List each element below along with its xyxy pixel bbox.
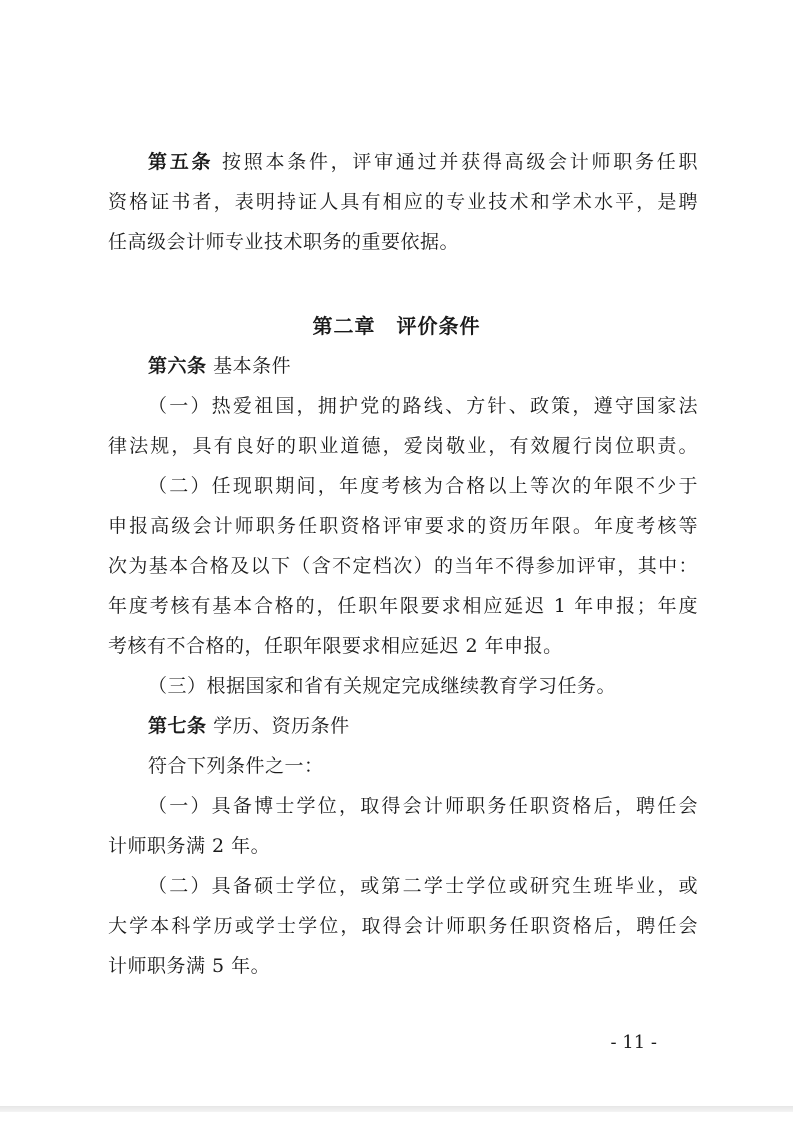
article-6-item-1-line-2: 律法规，具有良好的职业道德，爱岗敬业，有效履行岗位职责。 [108,435,698,457]
article-7-title: 第七条 [148,715,207,737]
article-6-item-2-line-4: 年度考核有基本合格的，任职年限要求相应延迟 1 年申报；年度 [108,595,698,617]
article-6 [108,346,698,706]
article-5 [108,142,698,262]
article-7-intro: 符合下列条件之一： [148,755,324,777]
article-6-heading-line [108,346,698,386]
article-7-item-2-line-3: 计师职务满 5 年。 [108,955,271,977]
article-5-line-3: 任高级会计师专业技术职务的重要依据。 [108,231,460,253]
article-6-item-1-line-1: （一）热爱祖国，拥护党的路线、方针、政策，遵守国家法 [148,395,698,417]
article-7-item-2-line-2: 大学本科学历或学士学位，取得会计师职务任职资格后，聘任会 [108,915,698,937]
article-7-item-1-line-2: 计师职务满 2 年。 [108,835,271,857]
article-7-item-1-line-1: （一）具备博士学位，取得会计师职务任职资格后，聘任会 [148,795,698,817]
article-6-item-2-line-2: 申报高级会计师职务任职资格评审要求的资历年限。年度考核等 [108,515,698,537]
article-7-item-2-line-1: （二）具备硕士学位，或第二学士学位或研究生班毕业，或 [148,875,698,897]
article-6-heading: 基本条件 [213,355,292,377]
article-7-heading: 学历、资历条件 [213,715,350,737]
chapter-2-heading: 第二章 评价条件 [312,314,481,338]
article-5-line-2: 资格证书者，表明持证人具有相应的专业技术和学术水平，是聘 [108,191,698,213]
article-6-title: 第六条 [148,355,207,377]
article-7 [108,706,698,986]
page-bottom-edge [0,1106,793,1112]
page-number: - 11 - [610,1032,657,1053]
article-7-heading-line [108,706,698,746]
article-5-title: 第五条 [148,151,214,173]
article-6-item-2-line-3: 次为基本合格及以下（含不定档次）的当年不得参加评审，其中： [108,555,698,577]
article-6-item-2-line-5: 考核有不合格的，任职年限要求相应延迟 2 年申报。 [108,635,563,657]
article-5-line-1: 第五条 按照本条件，评审通过并获得高级会计师职务任职 [148,151,698,173]
article-6-item-3-line-1: （三）根据国家和省有关规定完成继续教育学习任务。 [148,675,617,697]
article-6-item-2-line-1: （二）任现职期间，年度考核为合格以上等次的年限不少于 [148,475,698,497]
